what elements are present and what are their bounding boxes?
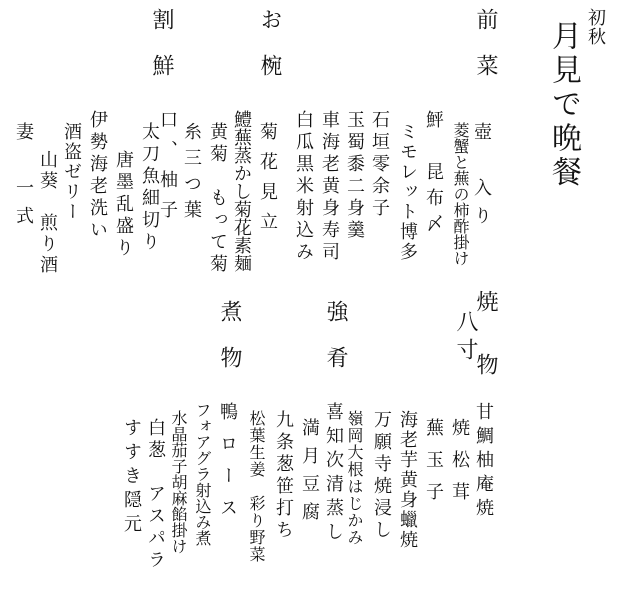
menu-item: 妻 一式	[13, 122, 34, 234]
menu-item: 甘鯛柚庵焼	[473, 402, 494, 522]
title-season: 初秋	[585, 8, 606, 46]
menu-item: 車海老黄身寿司	[319, 110, 340, 264]
menu-item: 菱蟹と蕪の柿酢掛け	[451, 122, 470, 266]
section-heading-hassun: 八寸	[453, 310, 478, 366]
menu-item: 太刀魚細切り	[139, 122, 160, 254]
menu-item: 九条葱笹打ち	[273, 410, 294, 542]
menu-item: 山葵 煎り酒	[37, 150, 58, 276]
menu-item: 水晶茄子胡麻餡掛け	[169, 410, 188, 554]
menu-item: 海老芋黄身蠟焼	[397, 410, 418, 550]
menu-item: 鮃 昆布〆	[423, 110, 444, 240]
section-heading-zensai: 前菜	[473, 8, 498, 100]
menu-item: 満月豆腐	[299, 418, 320, 530]
menu-item: 喜知次清蒸し	[323, 402, 344, 546]
menu-item: ミモレット博多	[397, 122, 418, 262]
section-heading-nimono: 煮物	[217, 300, 242, 392]
menu-item: 嶺岡大根はじかみ	[345, 410, 364, 546]
page-title: 月見で晩餐	[546, 20, 581, 190]
menu-item: すすき隠元	[121, 418, 142, 538]
menu-item: 松葉生姜 彩り野菜	[247, 410, 266, 563]
menu-item: 鴨ロース	[217, 402, 238, 530]
menu-item: 万願寺焼浸し	[371, 410, 392, 542]
section-heading-yakimono-line1: 焼	[473, 290, 498, 320]
menu-item: 白瓜黒米射込み	[293, 110, 314, 264]
menu-item: 焼松茸	[449, 418, 470, 514]
menu-item: 黄菊 もって菊	[207, 122, 228, 276]
menu-item: 伊勢海老洗い	[87, 110, 108, 242]
menu-item: 鱧蕪蒸かし菊花素麺	[231, 110, 252, 272]
section-heading-yakimono-line2: 物	[473, 353, 498, 383]
section-heading-shiizakana: 強肴	[323, 300, 348, 392]
section-heading-owan: お椀	[257, 8, 282, 100]
menu-item: 糸三つ葉	[181, 122, 202, 226]
menu-item: 蕪玉子	[423, 418, 444, 514]
menu-item: 酒盗ゼリー	[61, 122, 82, 222]
section-heading-kassen: 割鮮	[149, 8, 174, 100]
menu-item: 壺 入り	[471, 122, 492, 234]
menu-item: 菊花見立	[257, 122, 278, 242]
menu-item: 玉蜀黍二身羹	[344, 110, 365, 242]
menu-item: 白葱 アスパラ	[145, 418, 166, 572]
menu-item: フォアグラ射込み煮	[193, 402, 212, 546]
menu-item: 口、柚子	[157, 110, 178, 230]
menu-item: 石垣零余子	[369, 110, 390, 220]
menu-item: 唐墨乱盛り	[113, 150, 134, 260]
